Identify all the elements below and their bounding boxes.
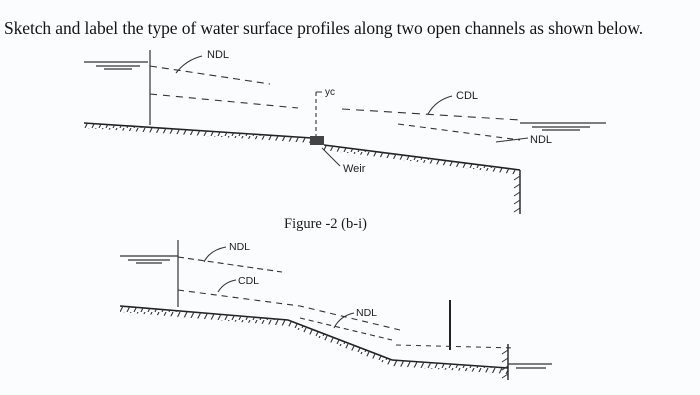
cdl-label-bottom: CDL [238, 275, 260, 287]
ndl-line-bottom-top [178, 257, 282, 272]
ndl-leader-bottom [204, 247, 226, 262]
cdl-leader-bottom [218, 280, 236, 292]
ndl-leader-mid [334, 313, 354, 328]
bed-hatch-upstream [84, 123, 312, 143]
water-surface-symbol-bottom-right [508, 364, 552, 368]
cdl-line-top-left [150, 94, 298, 108]
ndl-line-bottom-mid [300, 318, 392, 340]
yc-label: yc [325, 87, 335, 98]
ndl-line-top-right [398, 124, 520, 140]
bed-hatch-steep [288, 320, 392, 366]
bed-hatch-downstream-bottom [392, 360, 508, 374]
ndl-label-top-left: NDL [207, 49, 230, 61]
water-surface-symbol-bottom-left [120, 256, 178, 263]
top-channel-diagram [84, 49, 606, 214]
ndl-line-top-left [150, 66, 270, 84]
water-surface-symbol-left [84, 62, 148, 69]
weir-label: Weir [343, 163, 366, 175]
cdl-leader [428, 96, 452, 114]
cdl-label-top: CDL [456, 90, 479, 102]
weir [310, 136, 324, 145]
ndl-label-top-right: NDL [530, 134, 553, 146]
sluice-gate-dash [396, 345, 516, 348]
ndl-label-bottom-top: NDL [229, 241, 251, 253]
end-wall-hatch [514, 176, 520, 212]
cdl-line-top-right [342, 109, 520, 120]
ndl-label-bottom-mid: NDL [356, 307, 378, 319]
water-surface-symbol-right [520, 123, 606, 130]
figure-caption: Figure -2 (b-i) [284, 216, 367, 232]
bed-hatch-mild [120, 306, 288, 326]
bottom-channel-diagram [120, 240, 552, 380]
question-text: Sketch and label the type of water surface profiles along two open channels as shown below. [4, 18, 644, 38]
